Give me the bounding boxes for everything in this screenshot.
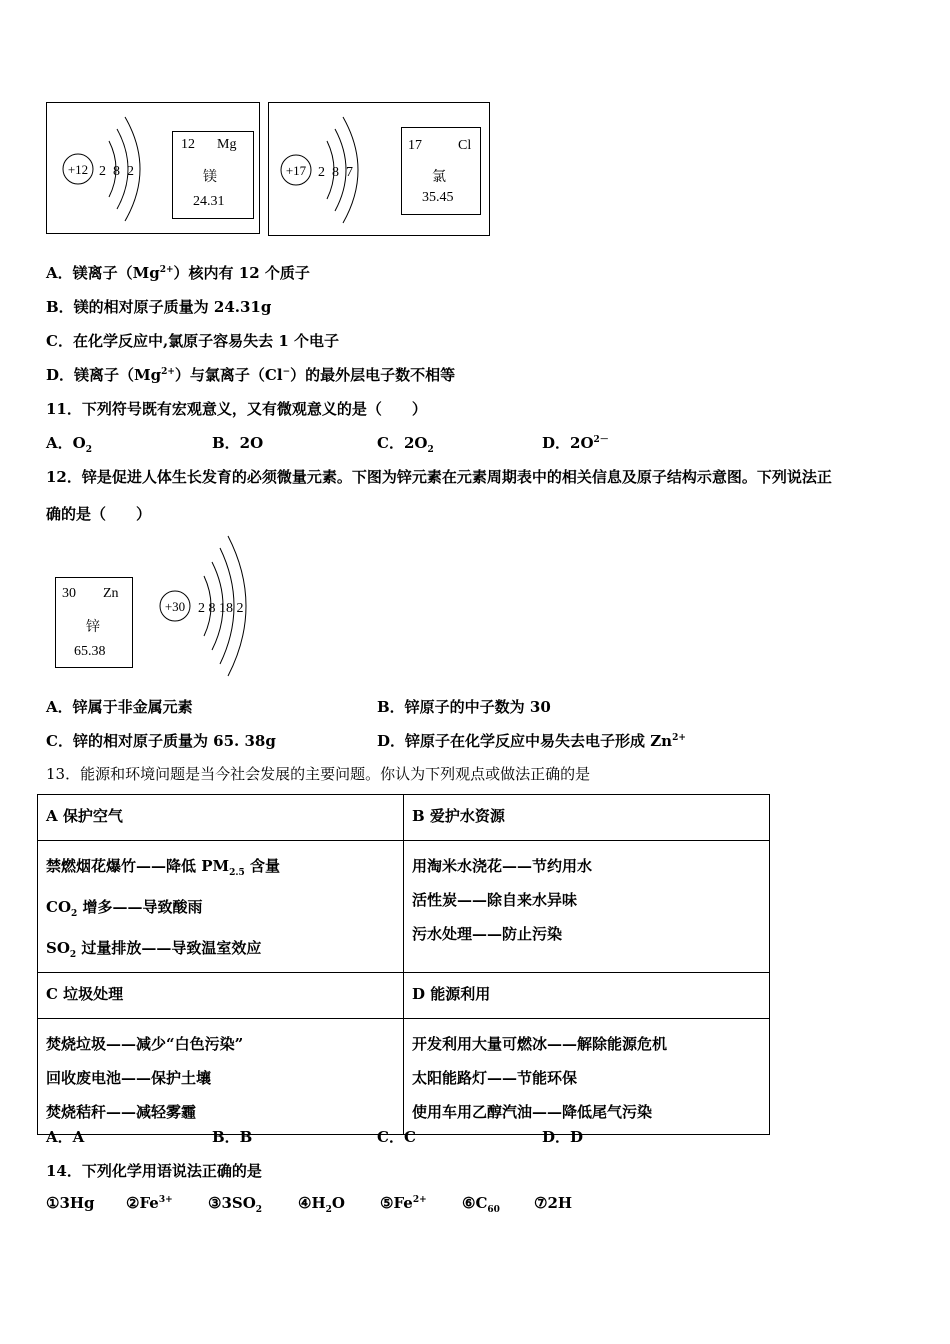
q14-item-4: $④H_2O$: [298, 1194, 345, 1215]
q13-stem: 13．能源和环境问题是当今社会发展的主要问题。你认为下列观点或做法正确的是: [46, 765, 591, 783]
q13-option-c[interactable]: C．C: [377, 1128, 416, 1146]
zn-atomic-number: 30: [62, 586, 76, 601]
q13-option-d[interactable]: D．D: [542, 1128, 584, 1146]
cl-element-box: [401, 127, 481, 215]
q14-stem: 14．下列化学用语说法正确的是: [46, 1162, 262, 1180]
cl-shells: 2 8 7: [318, 165, 353, 180]
q14-item-6: $⑥C_{60}$: [462, 1194, 500, 1215]
q10-option-d[interactable]: D．镁离子$(Mg^{2+})$与氯离子（Cl−）的最外层电子数不相等: [46, 366, 456, 384]
zn-element-box: [55, 577, 133, 668]
q13-a-body: 禁燃烟花爆竹——降低 $PM_{2.5}$ 含量 $CO_2$ 增多——导致酸雨 $SO_2$ 过量排放——导致温室效应: [38, 841, 404, 973]
magnesium-figure: [46, 102, 260, 234]
q10-option-b[interactable]: B．镁的相对原子质量为 24.31g: [46, 298, 272, 316]
q12-option-a[interactable]: A．锌属于非金属元素: [46, 698, 193, 716]
mg-mass: 24.31: [193, 194, 225, 209]
q14-item-7: ⑦2H: [534, 1194, 573, 1212]
q13-d-head: D 能源利用: [404, 973, 770, 1019]
q14-item-2: $②Fe^{3+}$: [126, 1194, 173, 1212]
mg-atomic-number: 12: [181, 137, 195, 152]
q13-b-body: 用淘米水浇花——节约用水 活性炭——除自来水异味 污水处理——防止污染: [404, 841, 770, 973]
q14-item-3: $③3SO_2$: [208, 1194, 263, 1215]
q13-c-head: C 垃圾处理: [38, 973, 404, 1019]
mg-nucleus-label: +12: [67, 162, 89, 177]
zn-name: 锌: [86, 620, 100, 635]
cl-symbol: Cl: [458, 138, 472, 153]
mg-shells: 2 8 2: [99, 164, 134, 179]
zn-nucleus-label: +30: [164, 599, 186, 614]
q11-stem: 11．下列符号既有宏观意义，又有微观意义的是（ ）: [46, 400, 427, 418]
q11-option-c[interactable]: C．$2O_2$: [377, 434, 434, 455]
cl-atom-diagram: [275, 103, 400, 235]
q12-stem-line1: 12．锌是促进人体生长发育的必须微量元素。下图为锌元素在元素周期表中的相关信息及原子结构示意图。下列说法正: [46, 468, 832, 486]
q11-option-b[interactable]: B．2O: [212, 434, 264, 452]
mg-atom-diagram: [55, 103, 175, 233]
q12-option-b[interactable]: B．锌原子的中子数为 30: [377, 698, 551, 716]
q13-d-body: 开发利用大量可燃冰——解除能源危机 太阳能路灯——节能环保 使用车用乙醇汽油——降低尾气污染: [404, 1019, 770, 1135]
cl-atomic-number: 17: [408, 138, 422, 153]
mg-element-box: [172, 131, 254, 219]
q12-stem-line2: 确的是（ ）: [46, 505, 152, 523]
q11-option-a[interactable]: A．$O_2$: [46, 434, 92, 455]
mg-name: 镁: [203, 170, 217, 185]
zn-mass: 65.38: [74, 644, 106, 659]
q10-option-a[interactable]: A．镁离子$(Mg^{2+})$核内有 12 个质子: [46, 264, 310, 282]
q13-a-head: A 保护空气: [38, 795, 404, 841]
q11-option-d[interactable]: D．$2O^{2-}$: [542, 434, 609, 452]
mg-symbol: Mg: [217, 137, 237, 152]
q13-c-body: 焚烧垃圾——减少“白色污染” 回收废电池——保护土壤 焚烧秸秆——减轻雾霾: [38, 1019, 404, 1135]
q10-option-c[interactable]: C．在化学反应中,氯原子容易失去 1 个电子: [46, 332, 340, 350]
q13-option-a[interactable]: A．A: [46, 1128, 85, 1146]
q14-item-1: ①3Hg: [46, 1194, 95, 1212]
q14-item-5: $⑤Fe^{2+}$: [380, 1194, 427, 1212]
q12-option-d[interactable]: D．锌原子在化学反应中易失去电子形成 $Zn^{2+}$: [377, 732, 686, 750]
zn-atom-diagram: [152, 532, 272, 682]
q13-option-b[interactable]: B．B: [212, 1128, 253, 1146]
cl-name: 氯: [432, 170, 446, 185]
cl-nucleus-label: +17: [285, 163, 307, 178]
q12-option-c[interactable]: C．锌的相对原子质量为 65. 38g: [46, 732, 276, 750]
zn-symbol: Zn: [103, 586, 119, 601]
cl-mass: 35.45: [422, 190, 454, 205]
zn-shells: 2 8 18 2: [198, 601, 244, 616]
q13-b-head: B 爱护水资源: [404, 795, 770, 841]
chlorine-figure: [268, 102, 490, 236]
q13-table: [37, 794, 770, 1135]
